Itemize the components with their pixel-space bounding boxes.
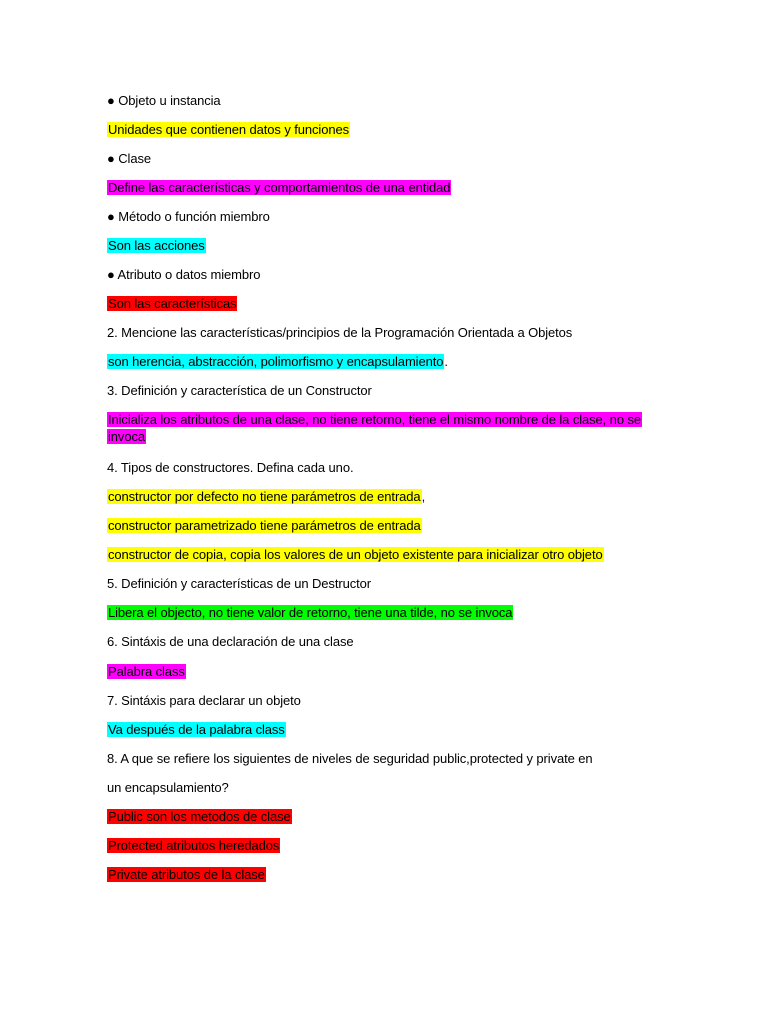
bullet-clase: ● Clase bbox=[107, 151, 152, 166]
bullet-metodo: ● Método o función miembro bbox=[107, 209, 270, 224]
answer-2: son herencia, abstracción, polimorfismo y encapsulamiento. bbox=[108, 354, 448, 369]
question-4: 4. Tipos de constructores. Defina cada uno. bbox=[107, 460, 354, 475]
answer-objeto: Unidades que contienen datos y funciones bbox=[108, 122, 350, 137]
question-7: 7. Sintáxis para declarar un objeto bbox=[107, 693, 301, 708]
answer-7: Va después de la palabra class bbox=[108, 722, 285, 737]
question-2: 2. Mencione las características/principios de la Programación Orientada a Objetos bbox=[107, 325, 573, 340]
answer-3: Inicializa los atributos de una clase, no tiene retorno, tiene el mismo nombre de la clase, no se invoca bbox=[108, 412, 641, 444]
answer-5: Libera el objecto, no tiene valor de retorno, tiene una tilde, no se invoca bbox=[108, 605, 513, 620]
question-6: 6. Sintáxis de una declaración de una clase bbox=[107, 634, 354, 649]
question-8: 8. A que se refiere los siguientes de niveles de seguridad public,protected y private en bbox=[107, 751, 593, 766]
answer-4-parametrized: constructor parametrizado tiene parámetros de entrada bbox=[108, 518, 421, 533]
question-5: 5. Definición y características de un Destructor bbox=[107, 576, 371, 591]
answer-8-public: Public son los metodos de clase bbox=[108, 809, 291, 824]
answer-4-copy: constructor de copia, copia los valores de un objeto existente para inicializar otro objeto bbox=[108, 547, 603, 562]
answer-6: Palabra class bbox=[108, 664, 185, 679]
bullet-atributo: ● Atributo o datos miembro bbox=[107, 267, 261, 282]
answer-8-protected: Protected atributos heredados bbox=[108, 838, 280, 853]
answer-metodo: Son las acciones bbox=[108, 238, 205, 253]
bullet-objeto: ● Objeto u instancia bbox=[107, 93, 221, 108]
answer-atributo: Son las características bbox=[108, 296, 237, 311]
answer-8-private: Private atributos de la clase bbox=[108, 867, 265, 882]
answer-4-default: constructor por defecto no tiene parámetros de entrada, bbox=[108, 489, 426, 504]
answer-clase: Define las características y comportamientos de una entidad bbox=[108, 180, 451, 195]
question-8-cont: un encapsulamiento? bbox=[107, 780, 229, 795]
question-3: 3. Definición y característica de un Constructor bbox=[107, 383, 372, 398]
